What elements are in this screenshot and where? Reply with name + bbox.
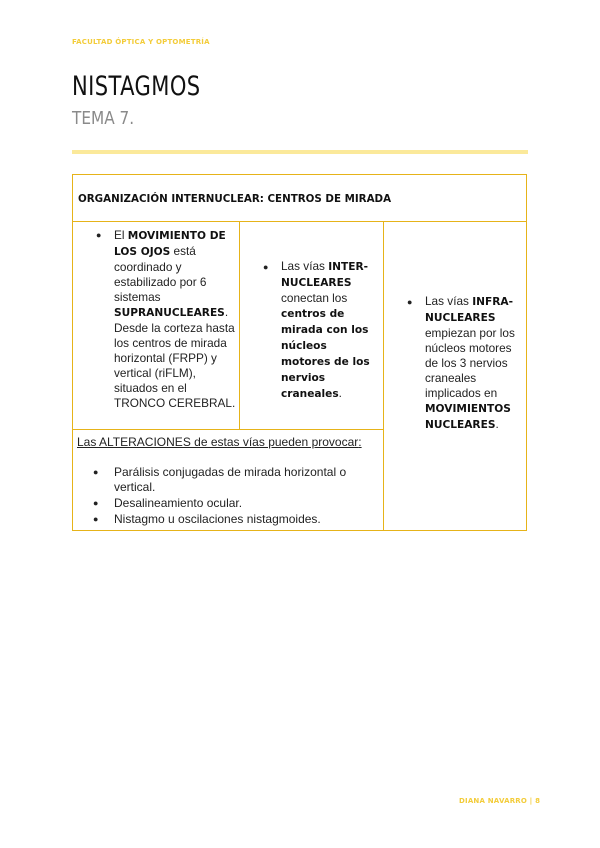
col2-bold-2: centros de mirada con los núcleos motores de los nervios craneales [281, 308, 370, 400]
footer-author: DIANA NAVARRO [459, 797, 528, 805]
bullet-icon: ● [93, 467, 99, 477]
title-divider [72, 150, 528, 154]
col3-bold-1: INFRA-NUCLEARES [425, 296, 514, 324]
table-rule-header [72, 221, 527, 222]
page-footer [459, 797, 540, 805]
cell-infranuclear [425, 294, 523, 433]
alterations-title-text: Las ALTERACIONES de estas vías pueden provocar [77, 435, 359, 449]
alterations-title [77, 435, 377, 450]
col1-text-2: está coordinado y estabilizado por 6 sistemas [114, 244, 207, 304]
col1-text-1: El [114, 228, 128, 242]
col3-bold-2: MOVIMIENTOS NUCLEARES [425, 403, 511, 431]
bullet-col1: ● [96, 230, 102, 240]
alteration-item: Parálisis conjugadas de mirada horizontal o vertical. [114, 465, 347, 494]
col1-bold-1: MOVIMIENTO DE LOS OJOS [114, 230, 226, 258]
alteration-item: Desalineamiento ocular. [114, 496, 243, 510]
col2-bold-1: INTER-NUCLEARES [281, 261, 369, 289]
table-rule-col1 [239, 221, 240, 429]
col1-bold-2: SUPRANUCLEARES [114, 307, 225, 319]
col2-text-1: Las vías [281, 259, 329, 273]
bullet-col2: ● [263, 262, 269, 272]
table-rule-col2 [383, 221, 384, 531]
alterations-title-colon: : [358, 435, 362, 449]
alteration-item: Nistagmo u oscilaciones nistagmoides. [114, 512, 321, 526]
faculty-header: FACULTAD ÓPTICA Y OPTOMETRÍA [72, 38, 210, 46]
cell-supranuclear [114, 228, 236, 411]
bullet-col3: ● [407, 297, 413, 307]
list-item [93, 465, 378, 495]
col1-text-3: . Desde la corteza hasta los centros de mirada horizontal (FRPP) y vertical (riFLM), situados en el TRONCO CEREBRAL. [114, 305, 236, 410]
alterations-list [93, 465, 378, 528]
col3-text-1: Las vías [425, 294, 473, 308]
page-title: NISTAGMOS [72, 71, 201, 102]
table-heading: ORGANIZACIÓN INTERNUCLEAR: CENTROS DE MIRADA [78, 193, 392, 205]
cell-internuclear [281, 259, 379, 402]
list-item [93, 496, 378, 511]
bullet-icon: ● [93, 498, 99, 508]
page-number: 8 [535, 797, 541, 805]
bullet-icon: ● [93, 514, 99, 524]
col2-text-3: . [338, 386, 342, 400]
page-subtitle: TEMA 7. [72, 108, 135, 129]
col2-text-2: conectan los [281, 291, 348, 305]
table-rule-alterations [72, 429, 384, 430]
footer-separator: | [527, 797, 536, 805]
col3-text-2: empiezan por los núcleos motores de los 3 nervios craneales implicados en [425, 326, 515, 400]
list-item [93, 512, 378, 527]
col3-text-3: . [495, 417, 499, 431]
